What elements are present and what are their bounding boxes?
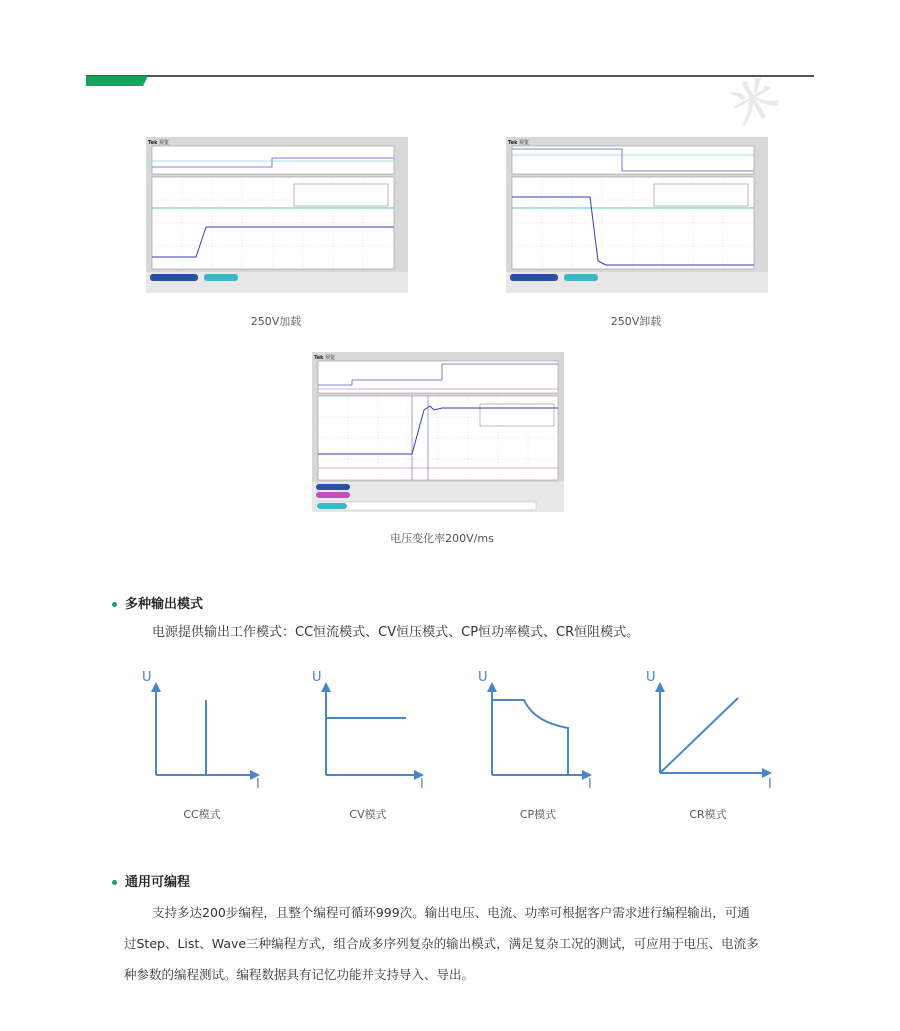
axis-u-label: U	[478, 670, 488, 685]
scope-screenshot-load	[146, 137, 408, 293]
scope-screenshot-unload	[506, 137, 768, 293]
scope-caption-unload: 250V卸载	[610, 315, 662, 328]
axis-i-label: I	[420, 777, 424, 790]
cr-mode-graph	[644, 660, 784, 790]
cc-mode-label: CC模式	[183, 808, 221, 821]
cp-mode-graph	[476, 660, 606, 790]
scope-caption-slew: 电压变化率200V/ms	[390, 532, 494, 545]
scope-status-label: 预览	[519, 140, 530, 146]
scope-brand-label: Tek	[508, 140, 518, 146]
watermark-logo: 米	[723, 69, 787, 136]
bullet-dot-icon	[112, 602, 117, 607]
header-accent-bar	[86, 76, 148, 86]
scope-status-label: 预览	[159, 140, 170, 146]
scope-screenshot-slew	[312, 352, 564, 512]
axis-i-label: I	[768, 777, 772, 790]
axis-u-label: U	[646, 670, 656, 685]
scope-caption-load: 250V加载	[250, 315, 302, 328]
bullet-dot-icon	[112, 880, 117, 885]
scope-brand-label: Tek	[314, 355, 324, 361]
output-modes-description: 电源提供输出工作模式：CC恒流模式、CV恒压模式、CP恒功率模式、CR恒阻模式。	[152, 625, 640, 640]
axis-i-label: I	[588, 777, 592, 790]
programming-line-1: 支持多达200步编程，且整个编程可循环999次。输出电压、电流、功率可根据客户需求进行编程输出，可通	[152, 905, 750, 920]
cp-mode-label: CP模式	[519, 808, 557, 821]
scope-brand-label: Tek	[148, 140, 158, 146]
programming-line-3: 种参数的编程测试。编程数据具有记忆功能并支持导入、导出。	[124, 967, 475, 982]
cv-mode-graph	[310, 660, 440, 790]
axis-u-label: U	[142, 670, 152, 685]
cc-mode-graph	[140, 660, 270, 790]
header-rule	[86, 75, 814, 77]
cr-mode-label: CR模式	[689, 808, 727, 821]
axis-u-label: U	[312, 670, 322, 685]
axis-i-label: I	[256, 777, 260, 790]
cv-mode-label: CV模式	[349, 808, 387, 821]
section-heading-output-modes	[112, 593, 203, 612]
scope-status-label: 预览	[325, 355, 336, 361]
section-heading-programming	[112, 871, 190, 890]
programming-line-2: 过Step、List、Wave三种编程方式，组合成多序列复杂的输出模式，满足复杂工况的测试，可应用于电压、电流多	[124, 936, 759, 951]
section-title: 通用可编程	[125, 875, 191, 890]
section-title: 多种输出模式	[125, 597, 204, 612]
